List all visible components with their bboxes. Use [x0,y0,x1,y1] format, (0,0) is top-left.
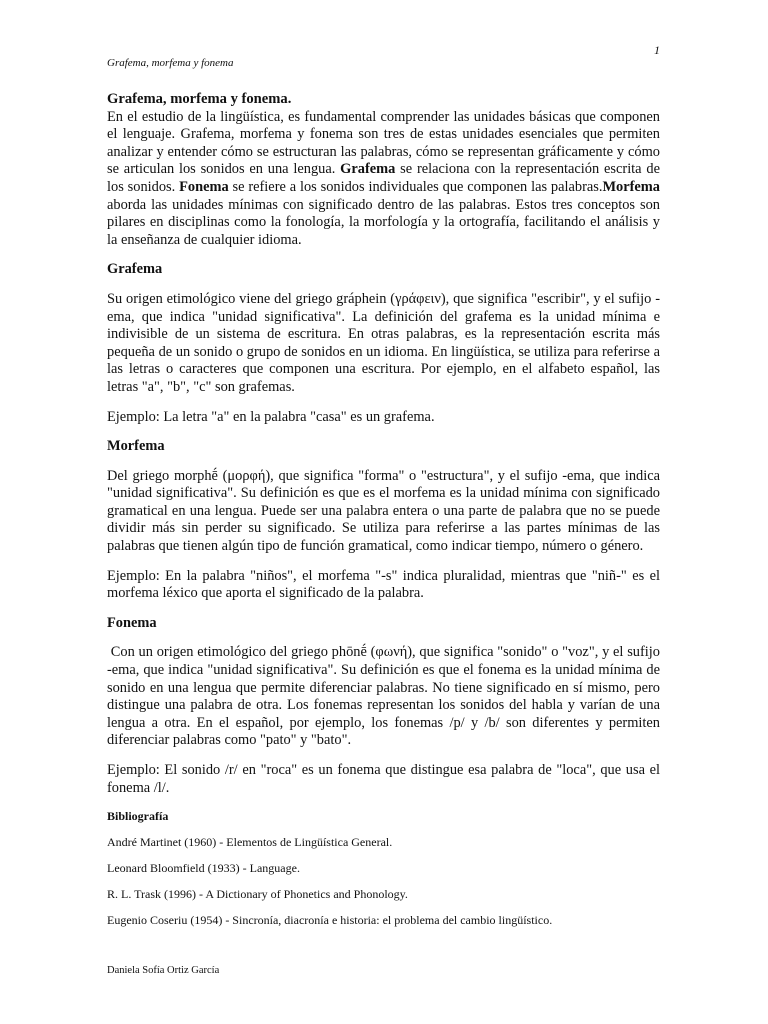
document-title: Grafema, morfema y fonema. [107,91,292,107]
bibliography-item: Eugenio Coseriu (1954) - Sincronía, diacronía e historia: el problema del cambio lingüístico. [107,913,553,928]
section-heading-grafema: Grafema [107,261,163,278]
section-heading-morfema: Morfema [107,438,165,455]
bibliography-heading: Bibliografía [107,809,169,824]
section-body-grafema: Su origen etimológico viene del griego gráphein (γράφειν), que significa "escribir", y el sufijo -ema, que indica "unidad significativa". La definición del grafema es la unidad mínima e indivisible de un sistema de escritura. En otras palabras, es la representación escrita más pequeña de un sonido o grupo de sonidos en un idioma. En lingüística, se utiliza para referirse a las letras o caracteres que componen una escritura. Por ejemplo, en el alfabeto español, las letras "a", "b", "c" son grafemas. [107,290,660,395]
intro-text-2: se relaciona con la representación escrita de los sonidos. [107,161,660,195]
intro-paragraph [107,109,660,250]
bibliography-item: André Martinet (1960) - Elementos de Lingüística General. [107,835,393,850]
bibliography-item: R. L. Trask (1996) - A Dictionary of Phonetics and Phonology. [107,887,408,902]
intro-term-morfema: Morfema [602,178,660,195]
intro-text-3: se refiere a los sonidos individuales que componen las palabras. [228,178,603,195]
footer-author: Daniela Sofía Ortiz García [107,965,220,976]
example-grafema: Ejemplo: La letra "a" en la palabra "casa" es un grafema. [107,408,435,425]
page-number: 1 [654,43,660,57]
intro-term-fonema: Fonema [179,178,229,195]
running-header: Grafema, morfema y fonema [107,57,234,69]
intro-term-grafema: Grafema [340,161,396,178]
example-morfema: Ejemplo: En la palabra "niños", el morfema "-s" indica pluralidad, mientras que "niñ-" es el morfema léxico que aporta el significado de la palabra. [107,567,660,602]
example-fonema: Ejemplo: El sonido /r/ en "roca" es un fonema que distingue esa palabra de "loca", que usa el fonema /l/. [107,762,660,796]
section-body-morfema: Del griego morphḗ (μορφή), que significa "forma" o "estructura", y el sufijo -ema, que indica "unidad significativa". Su definición es que es el morfema es la unidad mínima con significado gramatical en una lengua. Puede ser una palabra entera o una parte de palabra que no se puede dividir más sin perder su significado. Se utiliza para referirse a las partes mínimas de las palabras que tienen algún tipo de función gramatical, como indicar tiempo, número o género. [107,467,660,555]
bibliography-item: Leonard Bloomfield (1933) - Language. [107,861,300,876]
intro-text-1: En el estudio de la lingüística, es fundamental comprender las unidades básicas que componen el lenguaje. Grafema, morfema y fonema son tres de estas unidades esenciales que permiten analizar y entender cómo se estructuran las palabras, cómo se representan gráficamente y cómo se articulan los sonidos en una lengua. [107,108,660,178]
section-heading-fonema: Fonema [107,614,157,631]
section-body-fonema: Con un origen etimológico del griego phōnḗ (φωνή), que significa "sonido" o "voz", y el sufijo -ema, que indica "unidad significativa". Su definición es que el fonema es la unidad mínima de sonido en una lengua que permite diferenciar palabras. No tiene significado en sí mismo, pero distingue una palabra de otra. Los fonemas representan los sonidos del habla y varían de una lengua a otra. En el español, por ejemplo, los fonemas /p/ y /b/ son diferentes y permiten diferenciar palabras como "pato" y "bato". [107,644,664,749]
document-body [107,91,664,939]
intro-text-4: aborda las unidades mínimas con significado dentro de las palabras. Estos tres conceptos son pilares en disciplinas como la fonología, la morfología y la ortografía, facilitando el análisis y la enseñanza de cualquier idioma. [107,196,660,248]
